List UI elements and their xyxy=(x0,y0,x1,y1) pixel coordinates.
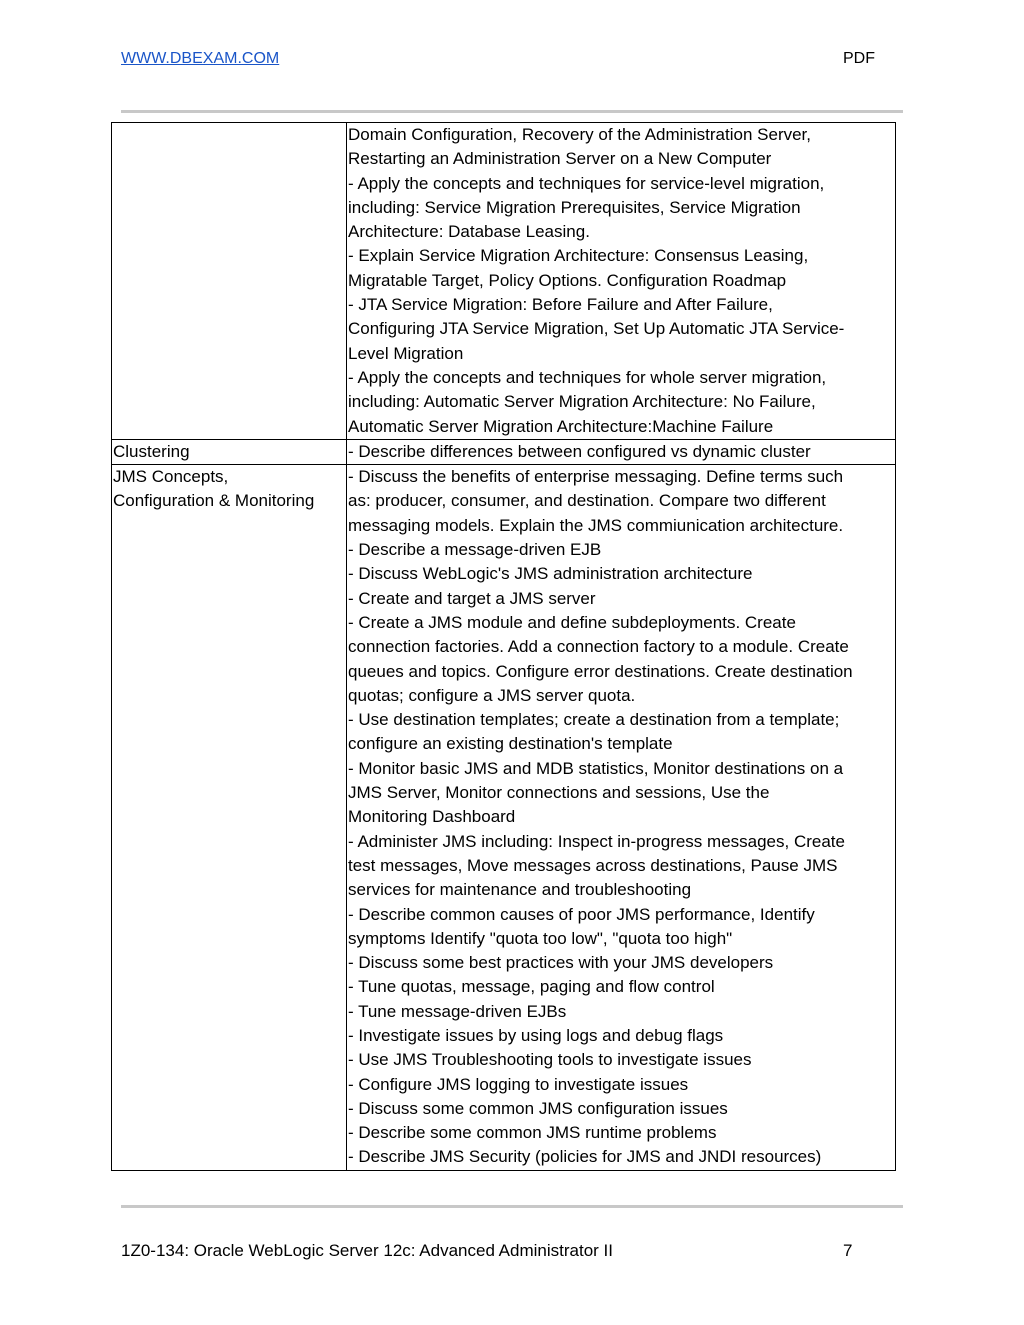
detail-line: - Discuss some common JMS configuration issues xyxy=(348,1098,728,1118)
detail-line: Domain Configuration, Recovery of the Administration Server, xyxy=(348,125,812,144)
detail-line: Automatic Server Migration Architecture:Machine Failure xyxy=(348,416,774,436)
detail-line: - JTA Service Migration: Before Failure and After Failure, xyxy=(348,295,773,315)
detail-line: queues and topics. Configure error destinations. Create destination xyxy=(348,661,853,681)
detail-line: including: Automatic Server Migration Architecture: No Failure, xyxy=(348,392,816,412)
topic-cell xyxy=(112,439,347,464)
details-cell xyxy=(347,439,896,464)
table-row xyxy=(112,465,896,1171)
detail-line: - Discuss WebLogic's JMS administration architecture xyxy=(348,564,753,584)
detail-line: including: Service Migration Prerequisites, Service Migration xyxy=(348,197,801,217)
footer-divider xyxy=(121,1205,903,1208)
detail-line: services for maintenance and troubleshooting xyxy=(348,880,692,900)
footer-title: 1Z0-134: Oracle WebLogic Server 12c: Advanced Administrator II xyxy=(121,1241,613,1260)
format-label: PDF xyxy=(843,50,875,67)
topic-cell xyxy=(112,123,347,440)
detail-line: - Create and target a JMS server xyxy=(348,588,596,608)
detail-line: Level Migration xyxy=(348,343,464,363)
topic-cell xyxy=(112,465,347,1171)
detail-line: Architecture: Database Leasing. xyxy=(348,222,590,242)
table-row xyxy=(112,439,896,464)
detail-line: Configuring JTA Service Migration, Set Up Automatic JTA Service- xyxy=(348,319,845,339)
detail-line: - Investigate issues by using logs and debug flags xyxy=(348,1025,724,1045)
detail-line: - Tune quotas, message, paging and flow control xyxy=(348,977,715,997)
detail-line: - Discuss some best practices with your JMS developers xyxy=(348,953,774,973)
detail-line: - Apply the concepts and techniques for service-level migration, xyxy=(348,173,825,193)
detail-line: quotas; configure a JMS server quota. xyxy=(348,685,636,705)
details-cell xyxy=(347,123,896,440)
detail-line: - Create a JMS module and define subdeployments. Create xyxy=(348,612,796,632)
site-link[interactable]: WWW.DBEXAM.COM xyxy=(121,50,280,67)
topic-line: Configuration & Monitoring xyxy=(113,491,315,511)
objectives-table-body xyxy=(112,123,896,1171)
table-row xyxy=(112,123,896,440)
topic-line: JMS Concepts, xyxy=(113,467,229,487)
topic-line: Clustering xyxy=(113,441,190,461)
detail-line: - Describe some common JMS runtime problems xyxy=(348,1123,717,1143)
detail-line: - Explain Service Migration Architecture: Consensus Leasing, xyxy=(348,246,809,266)
detail-line: - Monitor basic JMS and MDB statistics, Monitor destinations on a xyxy=(348,758,844,778)
detail-line: messaging models. Explain the JMS commiunication architecture. xyxy=(348,515,844,535)
detail-line: - Administer JMS including: Inspect in-progress messages, Create xyxy=(348,831,845,851)
detail-line: configure an existing destination's template xyxy=(348,734,673,754)
page-number: 7 xyxy=(843,1241,853,1260)
detail-line: - Discuss the benefits of enterprise messaging. Define terms such xyxy=(348,467,844,487)
detail-line: Restarting an Administration Server on a New Computer xyxy=(348,149,772,169)
detail-line: as: producer, consumer, and destination. Compare two different xyxy=(348,491,826,511)
detail-line: - Use destination templates; create a destination from a template; xyxy=(348,710,840,730)
detail-line: JMS Server, Monitor connections and sessions, Use the xyxy=(348,783,770,803)
detail-line: - Apply the concepts and techniques for whole server migration, xyxy=(348,367,827,387)
detail-line: symptoms Identify "quota too low", "quota too high" xyxy=(348,928,733,948)
detail-line: Migratable Target, Policy Options. Configuration Roadmap xyxy=(348,270,787,290)
objectives-table xyxy=(111,122,896,1171)
details-cell xyxy=(347,465,896,1171)
detail-line: - Tune message-driven EJBs xyxy=(348,1001,567,1021)
detail-line: - Describe differences between configured vs dynamic cluster xyxy=(348,441,811,461)
detail-line: Monitoring Dashboard xyxy=(348,807,516,827)
detail-line: - Describe JMS Security (policies for JMS and JNDI resources) xyxy=(348,1147,822,1167)
detail-line: - Use JMS Troubleshooting tools to investigate issues xyxy=(348,1050,752,1070)
detail-line: test messages, Move messages across destinations, Pause JMS xyxy=(348,855,838,875)
detail-line: connection factories. Add a connection factory to a module. Create xyxy=(348,637,849,657)
detail-line: - Describe common causes of poor JMS performance, Identify xyxy=(348,904,815,924)
header-divider xyxy=(121,110,903,113)
detail-line: - Configure JMS logging to investigate issues xyxy=(348,1074,689,1094)
detail-line: - Describe a message-driven EJB xyxy=(348,540,602,560)
